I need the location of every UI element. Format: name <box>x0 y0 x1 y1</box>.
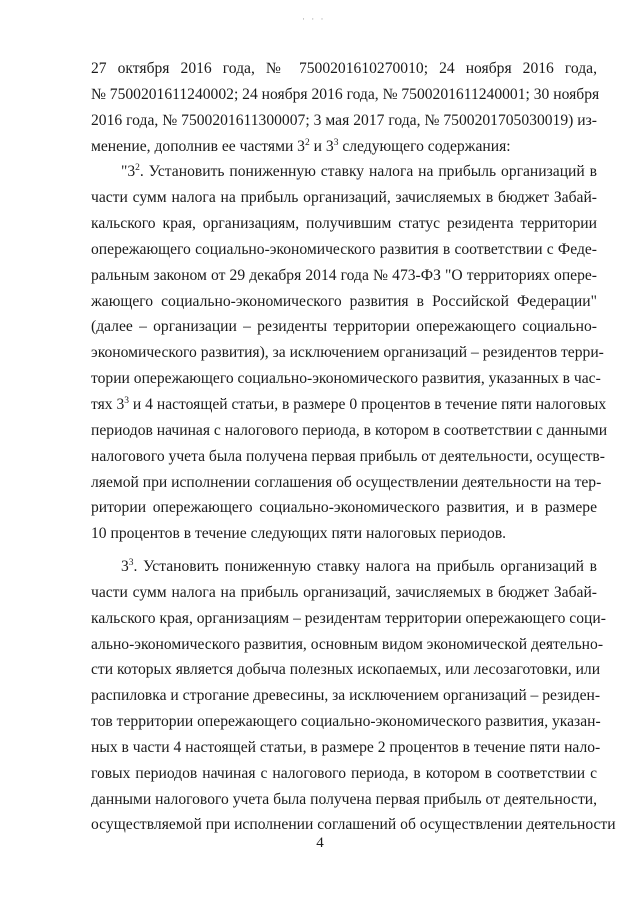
text-segment: данными налогового учета была получена первая прибыль от деятельности, <box>91 790 597 808</box>
text-segment: 3 <box>121 558 129 576</box>
text-segment: кальского края, организациям – резидентам территории опережающего соци- <box>91 609 606 627</box>
text-segment: ральным законом от 29 декабря 2014 года № 473-ФЗ "О территориях опере- <box>91 266 597 284</box>
text-line <box>91 495 597 521</box>
text-line <box>91 211 597 237</box>
text-line <box>91 340 604 366</box>
text-segment: жающего социально-экономического развития в Российской Федерации" <box>91 292 597 310</box>
text-line <box>91 470 602 496</box>
text-segment: ально-экономического развития, основным видом экономической деятельно- <box>91 635 604 653</box>
text-line <box>91 787 597 813</box>
text-line <box>91 418 608 444</box>
text-segment: тов территории опережающего социально-экономического развития, указан- <box>91 713 601 731</box>
text-line <box>91 56 597 82</box>
text-line <box>91 263 597 289</box>
text-segment: и 4 настоящей статьи, в размере 0 процентов в течение пяти налоговых <box>129 395 607 413</box>
text-segment: ритории опережающего социально-экономического развития, и в размере <box>91 499 597 517</box>
text-segment: части сумм налога на прибыль организаций, зачисляемых в бюджет Забай- <box>91 583 597 601</box>
superscript: 3 <box>128 558 134 569</box>
text-line <box>91 735 601 761</box>
text-line <box>91 159 597 185</box>
text-segment: части сумм налога на прибыль организаций, зачисляемых в бюджет Забай- <box>91 189 597 207</box>
text-line <box>91 521 597 547</box>
text-segment: следующего содержания: <box>338 137 511 155</box>
text-segment: (далее – организации – резиденты территории опережающего социально- <box>91 318 597 336</box>
text-line <box>91 709 601 735</box>
text-segment: говых периодов начиная с налогового периода, в котором в соответствии с <box>91 764 597 782</box>
text-segment: 10 процентов в течение следующих пяти налоговых периодов. <box>91 525 507 543</box>
text-line <box>91 185 597 211</box>
text-line <box>91 289 597 315</box>
text-line <box>91 761 597 787</box>
scan-mark: · · · <box>302 14 326 24</box>
text-segment: кальского края, организациям, получившим статус резидента территории <box>91 215 597 233</box>
text-line <box>91 632 604 658</box>
text-segment: "3 <box>121 163 136 181</box>
text-line <box>91 314 597 340</box>
page-number: 4 <box>316 835 324 851</box>
text-segment: и 3 <box>309 137 334 155</box>
text-segment: 2016 года, № 7500201611300007; 3 мая 2017 года, № 7500201705030019) из- <box>91 111 597 129</box>
text-line <box>91 683 601 709</box>
text-segment: . Установить пониженную ставку налога на прибыль организаций в <box>139 163 597 181</box>
text-segment: № 7500201611240002; 24 ноября 2016 года, № 7500201611240001; 30 ноября <box>91 85 600 103</box>
superscript: 2 <box>135 163 140 174</box>
text-line <box>91 392 607 418</box>
text-segment: осуществляемой при исполнении соглашений об осуществлении деятельности <box>91 816 616 834</box>
text-line <box>91 606 606 632</box>
text-line <box>91 134 597 160</box>
text-segment: ляемой при исполнении соглашения об осуществлении деятельности на тер- <box>91 473 602 491</box>
text-line <box>91 108 597 134</box>
text-segment: ных в части 4 настоящей статьи, в размере 2 процентов в течение пяти нало- <box>91 738 601 756</box>
text-line <box>91 657 601 683</box>
paragraph-gap <box>91 547 597 554</box>
text-segment: налогового учета была получена первая прибыль от деятельности, осуществ- <box>91 447 605 465</box>
text-segment: менение, дополнив ее частями 3 <box>91 137 305 155</box>
text-line <box>91 580 597 606</box>
superscript: 3 <box>124 395 130 406</box>
text-line <box>91 554 597 580</box>
superscript: 3 <box>333 137 339 148</box>
text-line <box>91 237 597 263</box>
text-segment: 27 октября 2016 года, № 7500201610270010; 24 ноября 2016 года, <box>91 60 597 77</box>
text-segment: экономического развития), за исключением организаций – резидентов терри- <box>91 344 604 362</box>
document-body <box>91 56 616 838</box>
text-line <box>91 444 605 470</box>
text-segment: периодов начиная с налогового периода, в котором в соответствии с данными <box>91 421 608 439</box>
text-segment: сти которых является добыча полезных ископаемых, или лесозаготовки, или <box>91 661 601 679</box>
text-segment: тях 3 <box>91 395 125 413</box>
text-segment: . Установить пониженную ставку налога на прибыль организаций в <box>133 558 597 576</box>
text-segment: распиловка и строгание древесины, за исключением организаций – резиден- <box>91 687 601 705</box>
text-line <box>91 82 600 108</box>
text-segment: опережающего социально-экономического развития в соответствии с Феде- <box>91 240 597 258</box>
text-segment: тории опережающего социально-экономического развития, указанных в час- <box>91 370 601 388</box>
superscript: 2 <box>304 137 310 148</box>
text-line <box>91 366 601 392</box>
